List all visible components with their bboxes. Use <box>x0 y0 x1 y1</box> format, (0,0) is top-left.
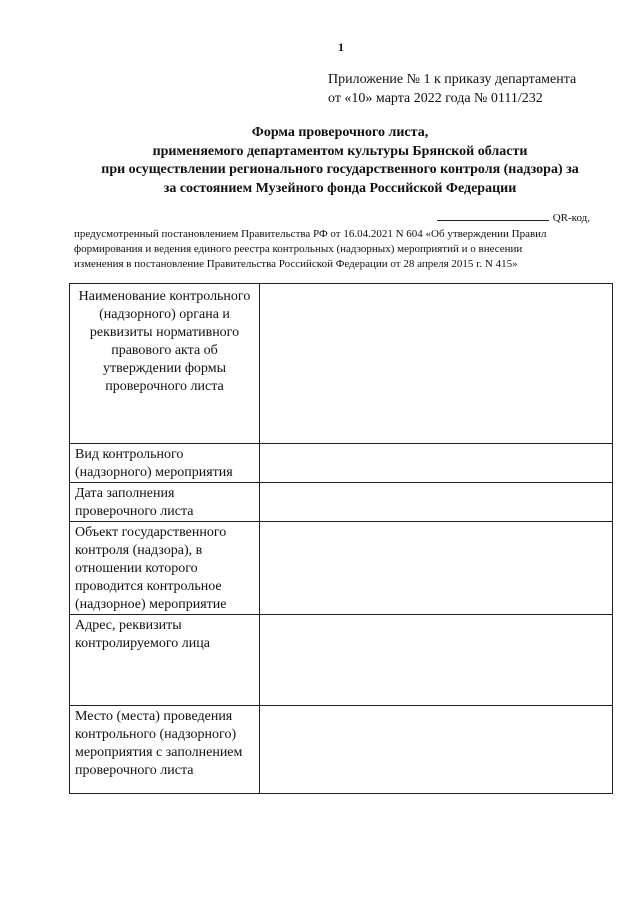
row-value-cell[interactable] <box>260 522 613 615</box>
row-label: Место (места) проведения контрольного (надзорного) мероприятия с заполнением проверочного листа <box>75 709 243 778</box>
table-row <box>70 284 613 444</box>
qr-code-field <box>430 211 590 224</box>
row-label-cell <box>70 444 260 483</box>
table-row <box>70 483 613 522</box>
row-value-cell[interactable] <box>260 284 613 444</box>
row-label-cell <box>70 706 260 794</box>
table-row <box>70 706 613 794</box>
qr-code-label: QR-код, <box>552 212 590 224</box>
row-label: Наименование контрольного (надзорного) органа и реквизиты нормативного правового акта об утверждении формы проверочного листа <box>78 289 251 394</box>
decree-line-2: формирования и ведения единого реестра контрольных (надзорных) мероприятий и о внесении <box>74 243 523 255</box>
row-label-cell <box>70 522 260 615</box>
title-line-2: применяемого департаментом культуры Брянской области <box>152 143 528 159</box>
checklist-table <box>69 283 613 794</box>
row-label-cell <box>70 284 260 444</box>
row-value-cell[interactable] <box>260 706 613 794</box>
table-row <box>70 444 613 483</box>
title-line-4: за состоянием Музейного фонда Российской Федерации <box>163 180 517 196</box>
decree-line-1: предусмотренный постановлением Правительства РФ от 16.04.2021 N 604 «Об утверждении Правил <box>74 228 547 240</box>
row-label-cell <box>70 615 260 706</box>
row-label: Вид контрольного (надзорного) мероприятия <box>75 447 233 480</box>
row-label: Объект государственного контроля (надзора), в отношении которого проводится контрольное (надзорное) мероприятие <box>75 525 227 612</box>
form-title <box>70 124 610 198</box>
page-number: 1 <box>338 40 344 54</box>
row-label-cell <box>70 483 260 522</box>
decree-reference <box>74 227 614 272</box>
row-label: Дата заполнения проверочного листа <box>75 486 194 519</box>
table-row <box>70 522 613 615</box>
appendix-line-1: Приложение № 1 к приказу департамента <box>328 72 577 87</box>
row-value-cell[interactable] <box>260 615 613 706</box>
decree-line-3: изменения в постановление Правительства Российской Федерации от 28 апреля 2015 г. N 415» <box>74 258 518 270</box>
row-value-cell[interactable] <box>260 444 613 483</box>
row-value-cell[interactable] <box>260 483 613 522</box>
title-line-1: Форма проверочного листа, <box>251 125 429 140</box>
qr-code-blank <box>437 211 549 221</box>
table-row <box>70 615 613 706</box>
appendix-reference <box>328 70 628 108</box>
row-label: Адрес, реквизиты контролируемого лица <box>75 618 210 651</box>
title-line-3: при осуществлении регионального государственного контроля (надзора) за <box>101 162 579 177</box>
appendix-line-2: от «10» марта 2022 года № 0111/232 <box>328 91 543 106</box>
